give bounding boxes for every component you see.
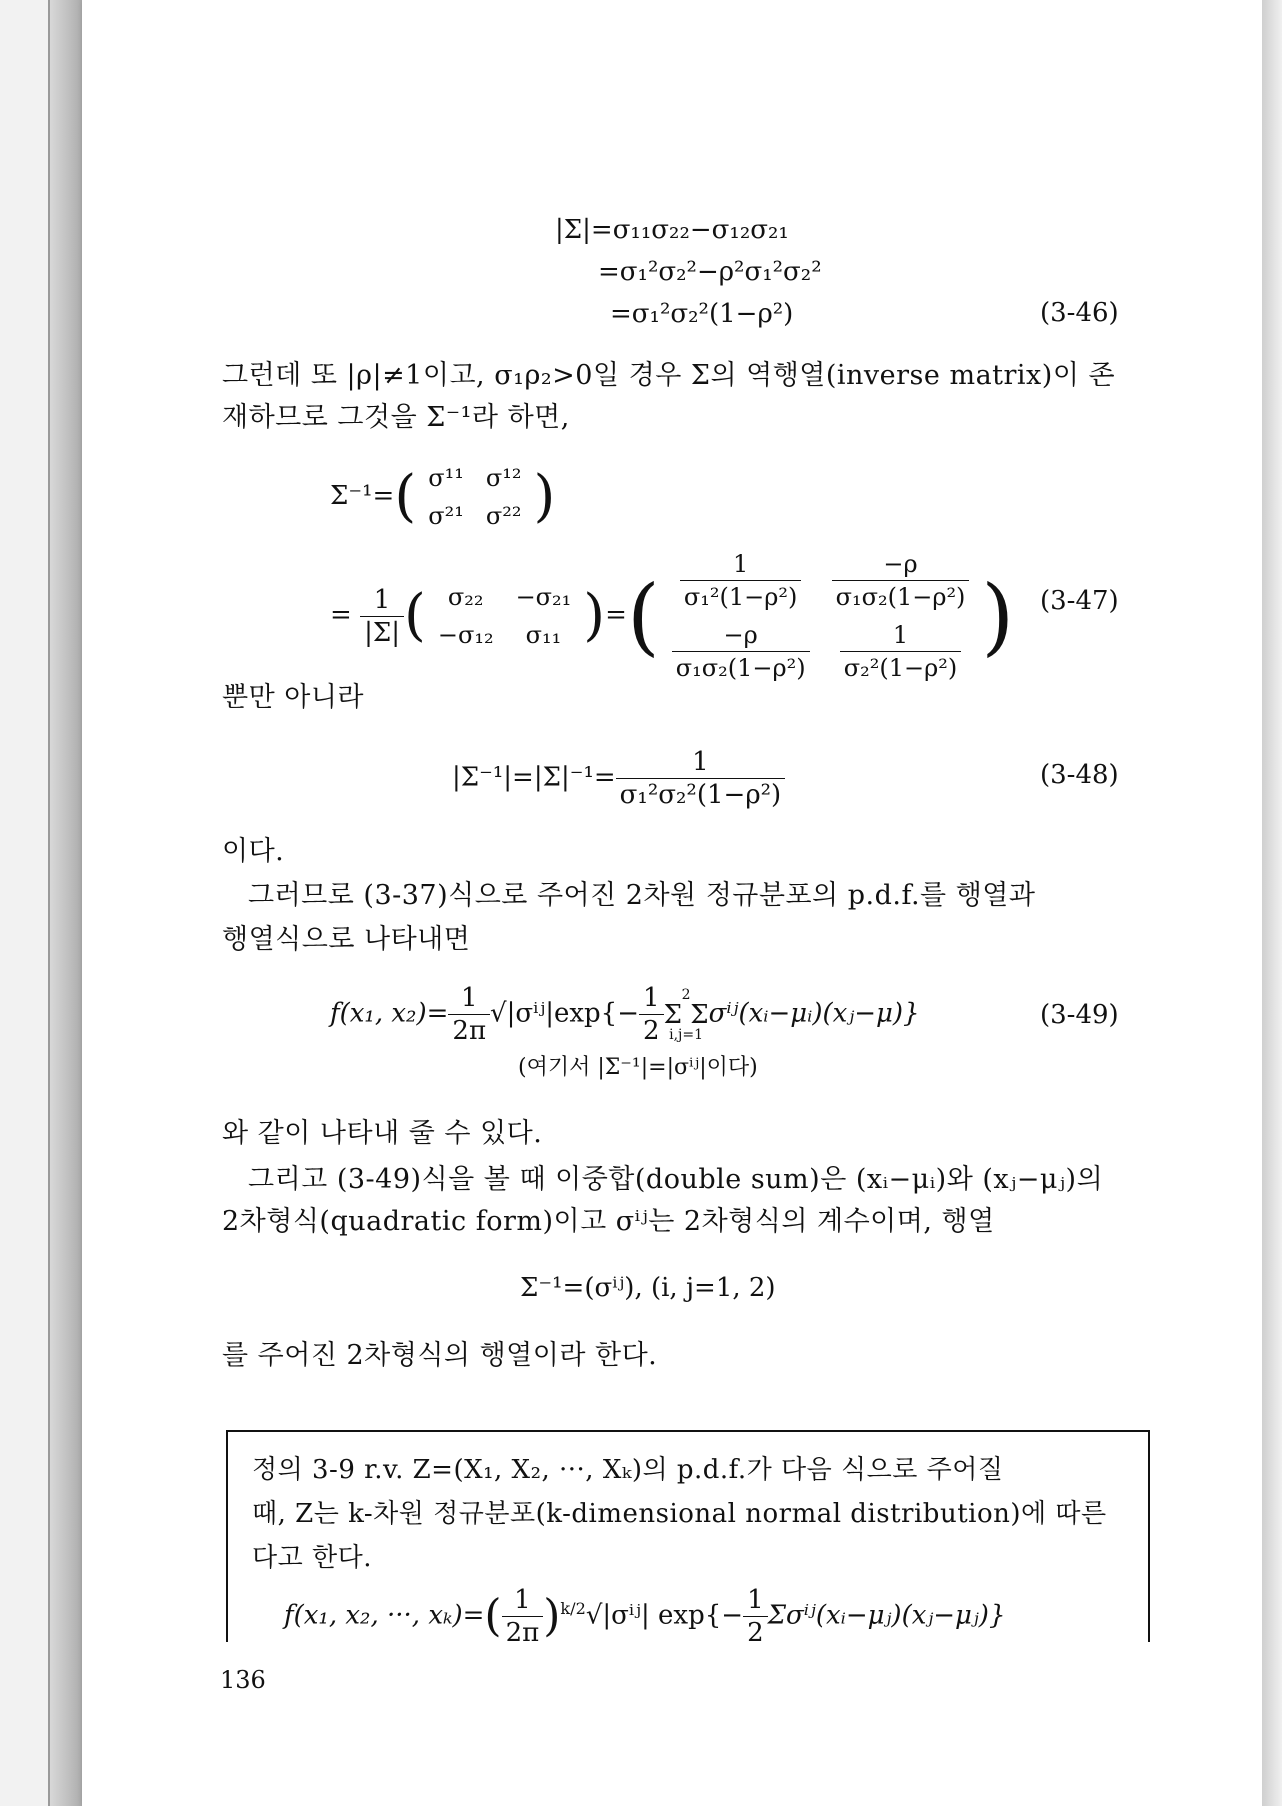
eq46-line1: |Σ|=σ₁₁σ₂₂−σ₁₂σ₂₁: [555, 215, 789, 245]
eq47-result-matrix: $\frac{1}{\text{σ₁²(1−ρ²)}}$ $\frac{-\rho}{\text{σ₁σ₂(1−ρ²)}}$ $\frac{-\rho}{\text{σ₁σ₂(1−ρ²)}}$ $\frac{1}{\text{σ₂²(1−ρ²)}}$: [660, 544, 982, 688]
m22: σ²²: [485, 502, 522, 530]
para4-line2: 2차형식(quadratic form)이고 σⁱʲ는 2차형식의 계수이며, 행열: [222, 1206, 995, 1237]
paren-left: (: [394, 464, 417, 529]
eq49: f(x₁, x₂)= $\frac{1}{2\pi}$ √|σⁱʲ|exp{− $\frac{1}{2}$ 2 Σ Σ i,j=1 σⁱʲ(xᵢ−μᵢ)(xⱼ−μ)}: [330, 983, 920, 1046]
para5: 를 주어진 2차형식의 행열이라 한다.: [222, 1340, 658, 1371]
eq47-frac: $\frac{1}{|\Sigma|}$: [360, 584, 404, 649]
eq47-matrix: σ₂₂ −σ₂₁ −σ₁₂ σ₁₁: [437, 583, 572, 649]
eq-sigma-matrix: Σ⁻¹=(σⁱʲ), (i, j=1, 2): [520, 1273, 776, 1303]
definition-box: [226, 1430, 1150, 1648]
para4-line1: 그리고 (3-49)식을 볼 때 이중합(double sum)은 (xᵢ−μᵢ)와 (xⱼ−μⱼ)의: [248, 1164, 1104, 1195]
paren-right: ): [533, 464, 556, 529]
para1-line1: 그런데 또 |ρ|≠1이고, σ₁ρ₂>0일 경우 Σ의 역행열(inverse matrix)이 존: [222, 360, 1116, 391]
para2-line2: 행열식으로 나타내면: [222, 924, 471, 955]
definition-line1: 정의 3-9 r.v. Z=(X₁, X₂, ···, Xₖ)의 p.d.f.가 다음 식으로 주어질: [252, 1455, 1004, 1485]
inverse-matrix: [416, 458, 533, 536]
eq46-number: (3-46): [1040, 298, 1119, 328]
eq46-line2: =σ₁²σ₂²−ρ²σ₁²σ₂²: [598, 257, 822, 287]
eq-inverse: [330, 458, 555, 536]
eq47: = $\frac{1}{|\Sigma|}$ ( σ₂₂ −σ₂₁ −σ₁₂ σ₁₁ )=( $\frac{1}{\text{σ₁²(1−ρ²)}}$ $\frac{-\rho}{\text{σ₁σ₂(1−ρ²)}}$ $\frac{-\rho}{\text{σ₁σ₂(1−ρ²)}}$ $\frac{1}{\text{σ₂²(1−ρ²)}}$ ): [330, 544, 1014, 688]
book-edge: [48, 0, 84, 1806]
definition-formula: f(x₁, x₂, ···, xₖ)=( $\frac{1}{2\pi}$ )$^{k/2}$√|σⁱʲ| exp{− $\frac{1}{2}$ Σσⁱʲ(xᵢ−μⱼ)(xⱼ−μⱼ)}: [284, 1585, 1006, 1648]
eq48-number: (3-48): [1040, 760, 1119, 790]
definition-line3: 다고 한다.: [252, 1543, 372, 1573]
page-shadow: [1262, 0, 1282, 1806]
eq47-number: (3-47): [1040, 586, 1119, 616]
text-ppunman: 뿐만 아니라: [222, 682, 364, 713]
definition-line2: 때, Z는 k-차원 정규분포(k-dimensional normal distribution)에 따른: [252, 1499, 1107, 1529]
eq-inverse-lhs: Σ⁻¹=: [330, 481, 395, 511]
eq46-line3: =σ₁²σ₂²(1−ρ²): [610, 299, 794, 329]
para1-line2: 재하므로 그것을 Σ⁻¹라 하면,: [222, 402, 570, 433]
para3: 와 같이 나타내 줄 수 있다.: [222, 1118, 543, 1149]
text-ida: 이다.: [222, 836, 285, 867]
m12: σ¹²: [485, 464, 522, 492]
eq49-note: (여기서 |Σ⁻¹|=|σⁱʲ|이다): [518, 1055, 758, 1080]
m11: σ¹¹: [428, 464, 464, 492]
eq49-number: (3-49): [1040, 1000, 1119, 1030]
para2-line1: 그러므로 (3-37)식으로 주어진 2차원 정규분포의 p.d.f.를 행열과: [248, 880, 1036, 911]
page-number: 136: [220, 1666, 266, 1694]
m21: σ²¹: [428, 502, 464, 530]
eq48: |Σ⁻¹|=|Σ|⁻¹= $\frac{1}{\text{σ₁²σ₂²(1−ρ²)}}$: [452, 746, 785, 811]
